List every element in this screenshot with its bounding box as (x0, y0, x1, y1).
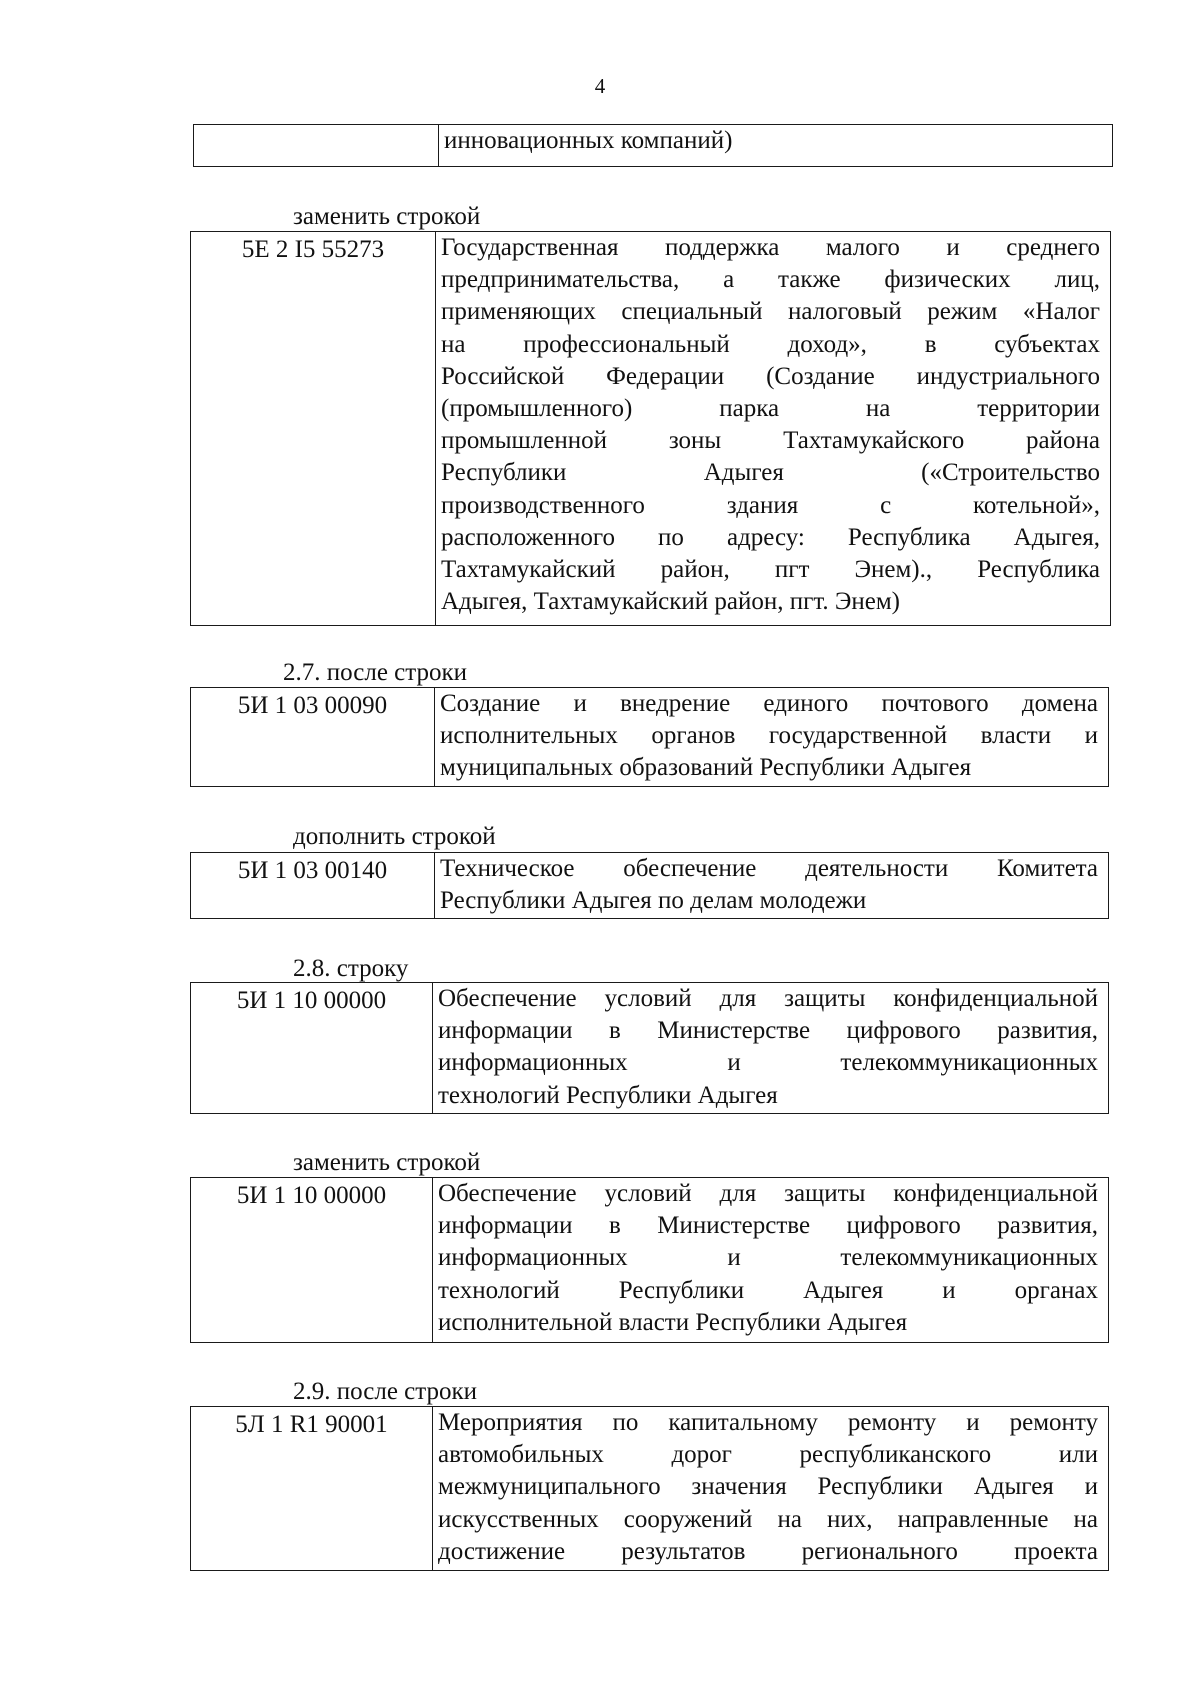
description-line: Республики Адыгея («Строительство (441, 459, 1100, 487)
instruction-label: заменить строкой (293, 203, 481, 230)
table-row (191, 232, 1111, 626)
instruction-label: дополнить строкой (293, 823, 496, 850)
description-line: технологий Республики Адыгея и органах (438, 1276, 1098, 1304)
instruction-label: заменить строкой (293, 1149, 481, 1176)
table-row (194, 125, 1113, 167)
description-line: муниципальных образований Республики Адыгея (440, 754, 972, 782)
replacement-row-table (190, 1177, 1109, 1343)
description-line: искусственных сооружений на них, направленные на (438, 1505, 1098, 1533)
row-description (433, 1178, 1109, 1343)
description-line: Обеспечение условий для защиты конфиденциальной (438, 1180, 1098, 1207)
row-code: 5И 1 10 00000 (191, 983, 433, 1114)
description-line: инновационных компаний) (444, 127, 733, 154)
description-line: исполнительной власти Республики Адыгея (438, 1308, 908, 1336)
row-description (433, 983, 1109, 1114)
continuation-table (193, 124, 1113, 167)
instruction-label: 2.8. строку (293, 955, 409, 982)
table-row (191, 1407, 1109, 1571)
instruction-label: 2.9. после строки (293, 1378, 478, 1405)
description-line: промышленной зоны Тахтамукайского района (441, 427, 1100, 455)
description-line: Обеспечение условий для защиты конфиденциальной (438, 985, 1098, 1012)
table-row (191, 853, 1109, 919)
description-line: Тахтамукайский район, пгт Энем)., Республика (441, 556, 1100, 584)
row-description (435, 688, 1109, 787)
row-code: 5И 1 03 00140 (191, 853, 435, 919)
description-line: межмуниципального значения Республики Адыгея и (438, 1473, 1098, 1501)
description-line: достижение результатов регионального проекта (438, 1537, 1098, 1565)
description-line: на профессиональный доход», в субъектах (441, 330, 1100, 358)
description-line: Техническое обеспечение деятельности Комитета (440, 855, 1098, 882)
description-line: Российской Федерации (Создание индустриального (441, 362, 1100, 390)
row-code: 5Е 2 I5 55273 (191, 232, 436, 626)
row-description (439, 125, 1113, 167)
description-line: Адыгея, Тахтамукайский район, пгт. Энем) (441, 588, 901, 616)
description-line: исполнительных органов государственной власти и (440, 722, 1098, 750)
description-line: информации в Министерстве цифрового развития, (438, 1212, 1098, 1240)
table-row (191, 1178, 1109, 1343)
description-line: Государственная поддержка малого и среднего (441, 234, 1100, 261)
description-line: Республики Адыгея по делам молодежи (440, 887, 867, 915)
row-code: 5И 1 03 00090 (191, 688, 435, 787)
target-row-table (190, 982, 1109, 1114)
description-line: Мероприятия по капитальному ремонту и ремонту (438, 1409, 1098, 1436)
row-description (435, 853, 1109, 919)
added-row-table (190, 852, 1109, 919)
row-description (433, 1407, 1109, 1571)
description-line: информации в Министерстве цифрового развития, (438, 1017, 1098, 1045)
table-row (191, 983, 1109, 1114)
after-row-table-2 (190, 1406, 1109, 1571)
table-row (191, 688, 1109, 787)
description-line: производственного здания с котельной», (441, 491, 1100, 519)
row-description (436, 232, 1111, 626)
row-code (194, 125, 439, 167)
row-code: 5И 1 10 00000 (191, 1178, 433, 1343)
page-number: 4 (594, 74, 606, 98)
description-line: Создание и внедрение единого почтового домена (440, 690, 1098, 717)
replacement-table (190, 231, 1111, 626)
description-line: информационных и телекоммуникационных (438, 1244, 1098, 1272)
description-line: предпринимательства, а также физических лиц, (441, 266, 1100, 294)
description-line: автомобильных дорог республиканского или (438, 1441, 1098, 1469)
after-row-table (190, 687, 1109, 787)
description-line: технологий Республики Адыгея (438, 1081, 778, 1109)
description-line: применяющих специальный налоговый режим «Налог (441, 298, 1100, 326)
description-line: (промышленного) парка на территории (441, 395, 1100, 423)
description-line: информационных и телекоммуникационных (438, 1049, 1098, 1077)
instruction-label: 2.7. после строки (283, 659, 468, 686)
description-line: расположенного по адресу: Республика Адыгея, (441, 523, 1100, 551)
row-code: 5Л 1 R1 90001 (191, 1407, 433, 1571)
